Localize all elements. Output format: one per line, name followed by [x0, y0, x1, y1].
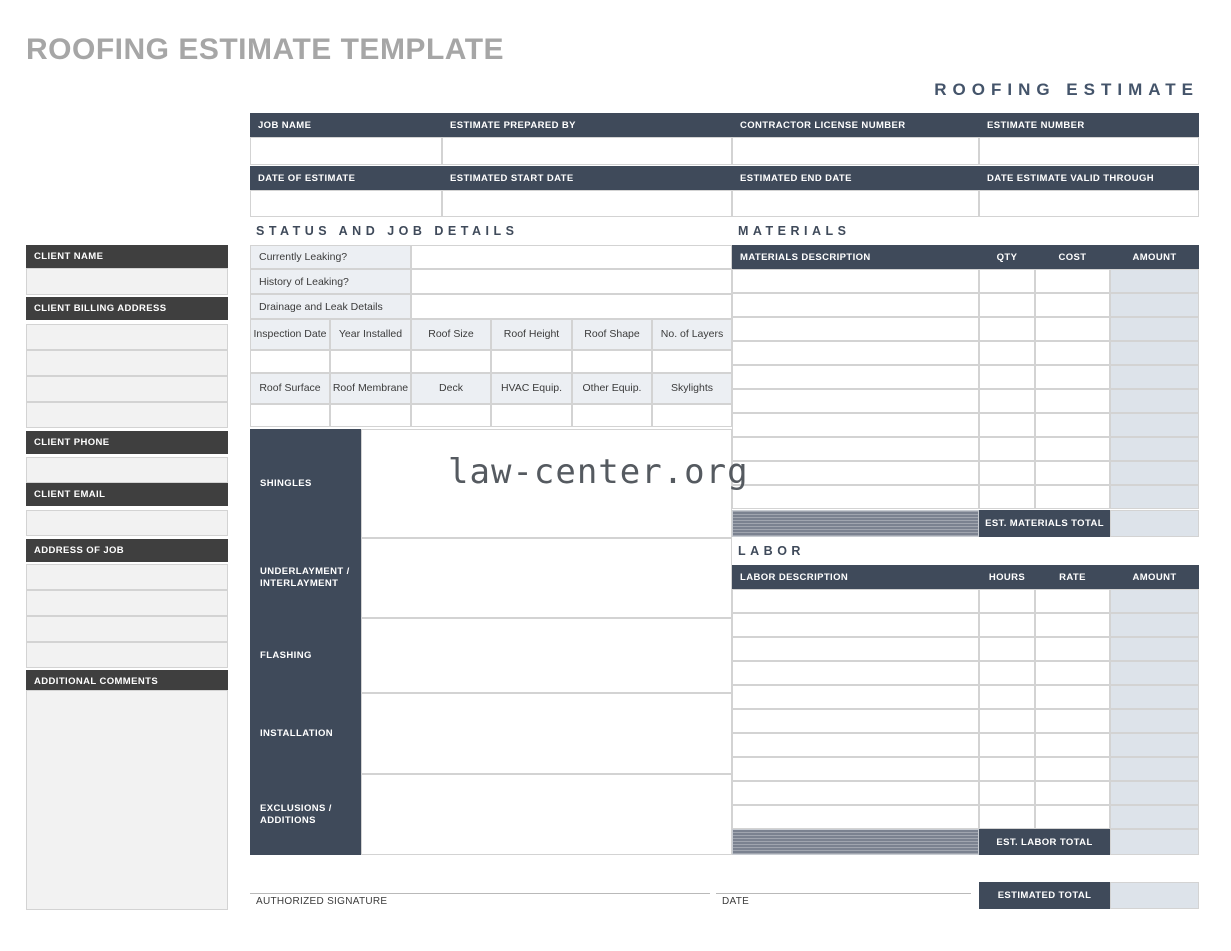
- labor-cell-amount[interactable]: [1110, 637, 1199, 661]
- detail-input-other-equip[interactable]: [572, 404, 652, 427]
- labor-cell-rate[interactable]: [1035, 709, 1110, 733]
- client-billing-address-input-2[interactable]: [26, 350, 228, 376]
- labor-cell-amount[interactable]: [1110, 757, 1199, 781]
- labor-cell-hours[interactable]: [979, 781, 1035, 805]
- materials-cell-amount[interactable]: [1110, 437, 1199, 461]
- additional-comments-label: ADDITIONAL COMMENTS: [26, 670, 228, 693]
- detail-input-roof-size[interactable]: [411, 350, 491, 373]
- scope-input-flashing[interactable]: [361, 618, 732, 693]
- labor-cell-hours[interactable]: [979, 661, 1035, 685]
- authorized-signature-line[interactable]: [250, 893, 710, 894]
- status-input-currently-leaking[interactable]: [411, 245, 732, 269]
- scope-input-exclusions-additions[interactable]: [361, 774, 732, 855]
- materials-cell-description[interactable]: [732, 317, 979, 341]
- materials-cell-cost[interactable]: [1035, 341, 1110, 365]
- client-name-label: CLIENT NAME: [26, 245, 228, 268]
- detail-input-roof-surface[interactable]: [250, 404, 330, 427]
- labor-cell-hours[interactable]: [979, 709, 1035, 733]
- field-header-estimated-start-date: ESTIMATED START DATE: [442, 166, 732, 190]
- detail-label-roof-shape: Roof Shape: [572, 319, 652, 350]
- labor-cell-description[interactable]: [732, 637, 979, 661]
- job-address-input-2[interactable]: [26, 590, 228, 616]
- field-header-job-name: JOB NAME: [250, 113, 442, 137]
- scope-label-underlayment: [250, 538, 361, 618]
- scope-label-flashing-text: FLASHING: [260, 649, 312, 661]
- detail-label-hvac-equip: HVAC Equip.: [491, 373, 572, 404]
- scope-input-shingles[interactable]: [361, 429, 732, 538]
- watermark: law-center.org: [448, 452, 749, 492]
- detail-input-skylights[interactable]: [652, 404, 732, 427]
- labor-cell-rate[interactable]: [1035, 613, 1110, 637]
- materials-cell-cost[interactable]: [1035, 389, 1110, 413]
- materials-cell-cost[interactable]: [1035, 293, 1110, 317]
- field-header-date-estimate-valid-through: DATE ESTIMATE VALID THROUGH: [979, 166, 1199, 190]
- labor-cell-rate[interactable]: [1035, 805, 1110, 829]
- labor-cell-amount[interactable]: [1110, 589, 1199, 613]
- labor-header-rate: RATE: [1035, 565, 1110, 589]
- materials-total-value: [1110, 510, 1199, 537]
- labor-cell-description[interactable]: [732, 757, 979, 781]
- detail-label-no-of-layers: No. of Layers: [652, 319, 732, 350]
- section-title-materials: MATERIALS: [738, 224, 851, 238]
- client-email-label: CLIENT EMAIL: [26, 483, 228, 506]
- materials-header-description: MATERIALS DESCRIPTION: [732, 245, 979, 269]
- scope-input-underlayment[interactable]: [361, 538, 732, 618]
- labor-cell-amount[interactable]: [1110, 805, 1199, 829]
- labor-cell-amount[interactable]: [1110, 661, 1199, 685]
- labor-cell-description[interactable]: [732, 685, 979, 709]
- scope-label-exclusions-additions: [250, 774, 361, 855]
- scope-label-shingles: [250, 429, 361, 538]
- client-phone-input[interactable]: [26, 457, 228, 483]
- labor-total-label: EST. LABOR TOTAL: [979, 829, 1110, 855]
- labor-cell-description[interactable]: [732, 613, 979, 637]
- section-title-labor: LABOR: [738, 544, 805, 558]
- materials-cell-cost[interactable]: [1035, 413, 1110, 437]
- materials-cell-description[interactable]: [732, 461, 979, 485]
- scope-label-flashing: [250, 618, 361, 693]
- detail-input-roof-shape[interactable]: [572, 350, 652, 373]
- client-billing-address-input-3[interactable]: [26, 376, 228, 402]
- detail-input-roof-membrane[interactable]: [330, 404, 411, 427]
- labor-cell-description[interactable]: [732, 661, 979, 685]
- materials-cell-qty[interactable]: [979, 389, 1035, 413]
- field-input-estimated-end-date[interactable]: [732, 190, 979, 217]
- detail-label-inspection-date: Inspection Date: [250, 319, 330, 350]
- labor-cell-hours[interactable]: [979, 733, 1035, 757]
- job-address-input-3[interactable]: [26, 616, 228, 642]
- detail-label-roof-size: Roof Size: [411, 319, 491, 350]
- field-input-contractor-license-number[interactable]: [732, 137, 979, 165]
- materials-cell-description[interactable]: [732, 293, 979, 317]
- scope-label-installation: [250, 693, 361, 774]
- signature-date-label: DATE: [722, 896, 750, 907]
- materials-cell-cost[interactable]: [1035, 365, 1110, 389]
- field-input-job-name[interactable]: [250, 137, 442, 165]
- labor-cell-description[interactable]: [732, 709, 979, 733]
- detail-input-no-of-layers[interactable]: [652, 350, 732, 373]
- scope-label-underlayment-text: UNDERLAYMENT / INTERLAYMENT: [260, 566, 350, 589]
- materials-cell-qty[interactable]: [979, 437, 1035, 461]
- detail-label-deck: Deck: [411, 373, 491, 404]
- detail-input-roof-height[interactable]: [491, 350, 572, 373]
- materials-cell-amount[interactable]: [1110, 365, 1199, 389]
- job-address-input-1[interactable]: [26, 564, 228, 590]
- labor-header-description: LABOR DESCRIPTION: [732, 565, 979, 589]
- detail-label-roof-surface: Roof Surface: [250, 373, 330, 404]
- labor-cell-rate[interactable]: [1035, 685, 1110, 709]
- field-input-estimate-number[interactable]: [979, 137, 1199, 165]
- labor-cell-amount[interactable]: [1110, 781, 1199, 805]
- section-title-status: STATUS AND JOB DETAILS: [256, 224, 519, 238]
- materials-cell-amount[interactable]: [1110, 317, 1199, 341]
- labor-cell-hours[interactable]: [979, 685, 1035, 709]
- labor-cell-rate[interactable]: [1035, 637, 1110, 661]
- job-address-input-4[interactable]: [26, 642, 228, 668]
- materials-cell-cost[interactable]: [1035, 269, 1110, 293]
- detail-label-skylights: Skylights: [652, 373, 732, 404]
- scope-input-installation[interactable]: [361, 693, 732, 774]
- labor-cell-rate[interactable]: [1035, 757, 1110, 781]
- client-name-input[interactable]: [26, 268, 228, 295]
- job-address-label: ADDRESS OF JOB: [26, 539, 228, 562]
- materials-total-band: [732, 510, 979, 537]
- materials-cell-amount[interactable]: [1110, 293, 1199, 317]
- detail-input-inspection-date[interactable]: [250, 350, 330, 373]
- labor-total-value: [1110, 829, 1199, 855]
- estimated-total-value: [1110, 882, 1199, 909]
- materials-cell-amount[interactable]: [1110, 461, 1199, 485]
- field-input-date-estimate-valid-through[interactable]: [979, 190, 1199, 217]
- materials-header-cost: COST: [1035, 245, 1110, 269]
- client-billing-address-input-1[interactable]: [26, 324, 228, 350]
- labor-header-hours: HOURS: [979, 565, 1035, 589]
- materials-cell-amount[interactable]: [1110, 413, 1199, 437]
- labor-cell-hours[interactable]: [979, 637, 1035, 661]
- labor-cell-amount[interactable]: [1110, 685, 1199, 709]
- labor-cell-description[interactable]: [732, 805, 979, 829]
- labor-cell-rate[interactable]: [1035, 733, 1110, 757]
- detail-label-roof-membrane: Roof Membrane: [330, 373, 411, 404]
- client-email-input[interactable]: [26, 510, 228, 536]
- materials-cell-cost[interactable]: [1035, 485, 1110, 509]
- materials-cell-description[interactable]: [732, 389, 979, 413]
- materials-cell-amount[interactable]: [1110, 269, 1199, 293]
- detail-label-roof-height: Roof Height: [491, 319, 572, 350]
- client-billing-address-label: CLIENT BILLING ADDRESS: [26, 297, 228, 320]
- materials-cell-description[interactable]: [732, 341, 979, 365]
- status-label-currently-leaking: Currently Leaking?: [250, 245, 411, 269]
- labor-cell-amount[interactable]: [1110, 709, 1199, 733]
- authorized-signature-label: AUTHORIZED SIGNATURE: [256, 896, 388, 907]
- field-header-contractor-license-number: CONTRACTOR LICENSE NUMBER: [732, 113, 979, 137]
- materials-cell-description[interactable]: [732, 485, 979, 509]
- estimated-total-label: ESTIMATED TOTAL: [979, 882, 1110, 909]
- materials-cell-qty[interactable]: [979, 365, 1035, 389]
- field-header-estimated-end-date: ESTIMATED END DATE: [732, 166, 979, 190]
- labor-cell-rate[interactable]: [1035, 589, 1110, 613]
- additional-comments-input[interactable]: [26, 690, 228, 910]
- materials-total-label: EST. MATERIALS TOTAL: [979, 510, 1110, 537]
- materials-cell-cost[interactable]: [1035, 437, 1110, 461]
- materials-cell-amount[interactable]: [1110, 341, 1199, 365]
- status-label-history-of-leaking: History of Leaking?: [250, 269, 411, 294]
- materials-cell-description[interactable]: [732, 365, 979, 389]
- field-header-estimate-prepared-by: ESTIMATE PREPARED BY: [442, 113, 732, 137]
- labor-total-band: [732, 829, 979, 855]
- materials-cell-qty[interactable]: [979, 293, 1035, 317]
- detail-label-other-equip: Other Equip.: [572, 373, 652, 404]
- detail-input-hvac-equip[interactable]: [491, 404, 572, 427]
- materials-cell-description[interactable]: [732, 413, 979, 437]
- labor-cell-hours[interactable]: [979, 613, 1035, 637]
- field-header-estimate-number: ESTIMATE NUMBER: [979, 113, 1199, 137]
- materials-cell-qty[interactable]: [979, 341, 1035, 365]
- materials-cell-qty[interactable]: [979, 317, 1035, 341]
- labor-cell-description[interactable]: [732, 589, 979, 613]
- materials-cell-qty[interactable]: [979, 413, 1035, 437]
- status-label-drainage-and-leak-details: Drainage and Leak Details: [250, 294, 411, 319]
- labor-cell-description[interactable]: [732, 733, 979, 757]
- materials-header-qty: QTY: [979, 245, 1035, 269]
- field-input-estimate-prepared-by[interactable]: [442, 137, 732, 165]
- field-input-date-of-estimate[interactable]: [250, 190, 442, 217]
- scope-label-shingles-text: SHINGLES: [260, 477, 312, 489]
- materials-cell-description[interactable]: [732, 269, 979, 293]
- field-input-estimated-start-date[interactable]: [442, 190, 732, 217]
- materials-cell-description[interactable]: [732, 437, 979, 461]
- signature-date-line[interactable]: [716, 893, 971, 894]
- materials-cell-amount[interactable]: [1110, 389, 1199, 413]
- scope-label-exclusions-additions-text: EXCLUSIONS / ADDITIONS: [260, 802, 332, 826]
- materials-cell-amount[interactable]: [1110, 485, 1199, 509]
- labor-cell-hours[interactable]: [979, 589, 1035, 613]
- field-header-date-of-estimate: DATE OF ESTIMATE: [250, 166, 442, 190]
- status-input-drainage-and-leak-details[interactable]: [411, 294, 732, 319]
- labor-cell-hours[interactable]: [979, 757, 1035, 781]
- materials-cell-cost[interactable]: [1035, 461, 1110, 485]
- status-input-history-of-leaking[interactable]: [411, 269, 732, 294]
- labor-cell-rate[interactable]: [1035, 781, 1110, 805]
- materials-cell-qty[interactable]: [979, 461, 1035, 485]
- client-billing-address-input-4[interactable]: [26, 402, 228, 428]
- materials-cell-qty[interactable]: [979, 485, 1035, 509]
- materials-cell-qty[interactable]: [979, 269, 1035, 293]
- labor-cell-amount[interactable]: [1110, 733, 1199, 757]
- document-type-label: ROOFING ESTIMATE: [934, 80, 1199, 99]
- labor-cell-amount[interactable]: [1110, 613, 1199, 637]
- detail-input-year-installed[interactable]: [330, 350, 411, 373]
- scope-label-installation-text: INSTALLATION: [260, 727, 334, 739]
- labor-cell-hours[interactable]: [979, 805, 1035, 829]
- page-title: ROOFING ESTIMATE TEMPLATE: [26, 33, 505, 66]
- detail-input-deck[interactable]: [411, 404, 491, 427]
- materials-header-amount: AMOUNT: [1110, 245, 1199, 269]
- materials-cell-cost[interactable]: [1035, 317, 1110, 341]
- client-phone-label: CLIENT PHONE: [26, 431, 228, 454]
- labor-cell-description[interactable]: [732, 781, 979, 805]
- labor-header-amount: AMOUNT: [1110, 565, 1199, 589]
- labor-cell-rate[interactable]: [1035, 661, 1110, 685]
- detail-label-year-installed: Year Installed: [330, 319, 411, 350]
